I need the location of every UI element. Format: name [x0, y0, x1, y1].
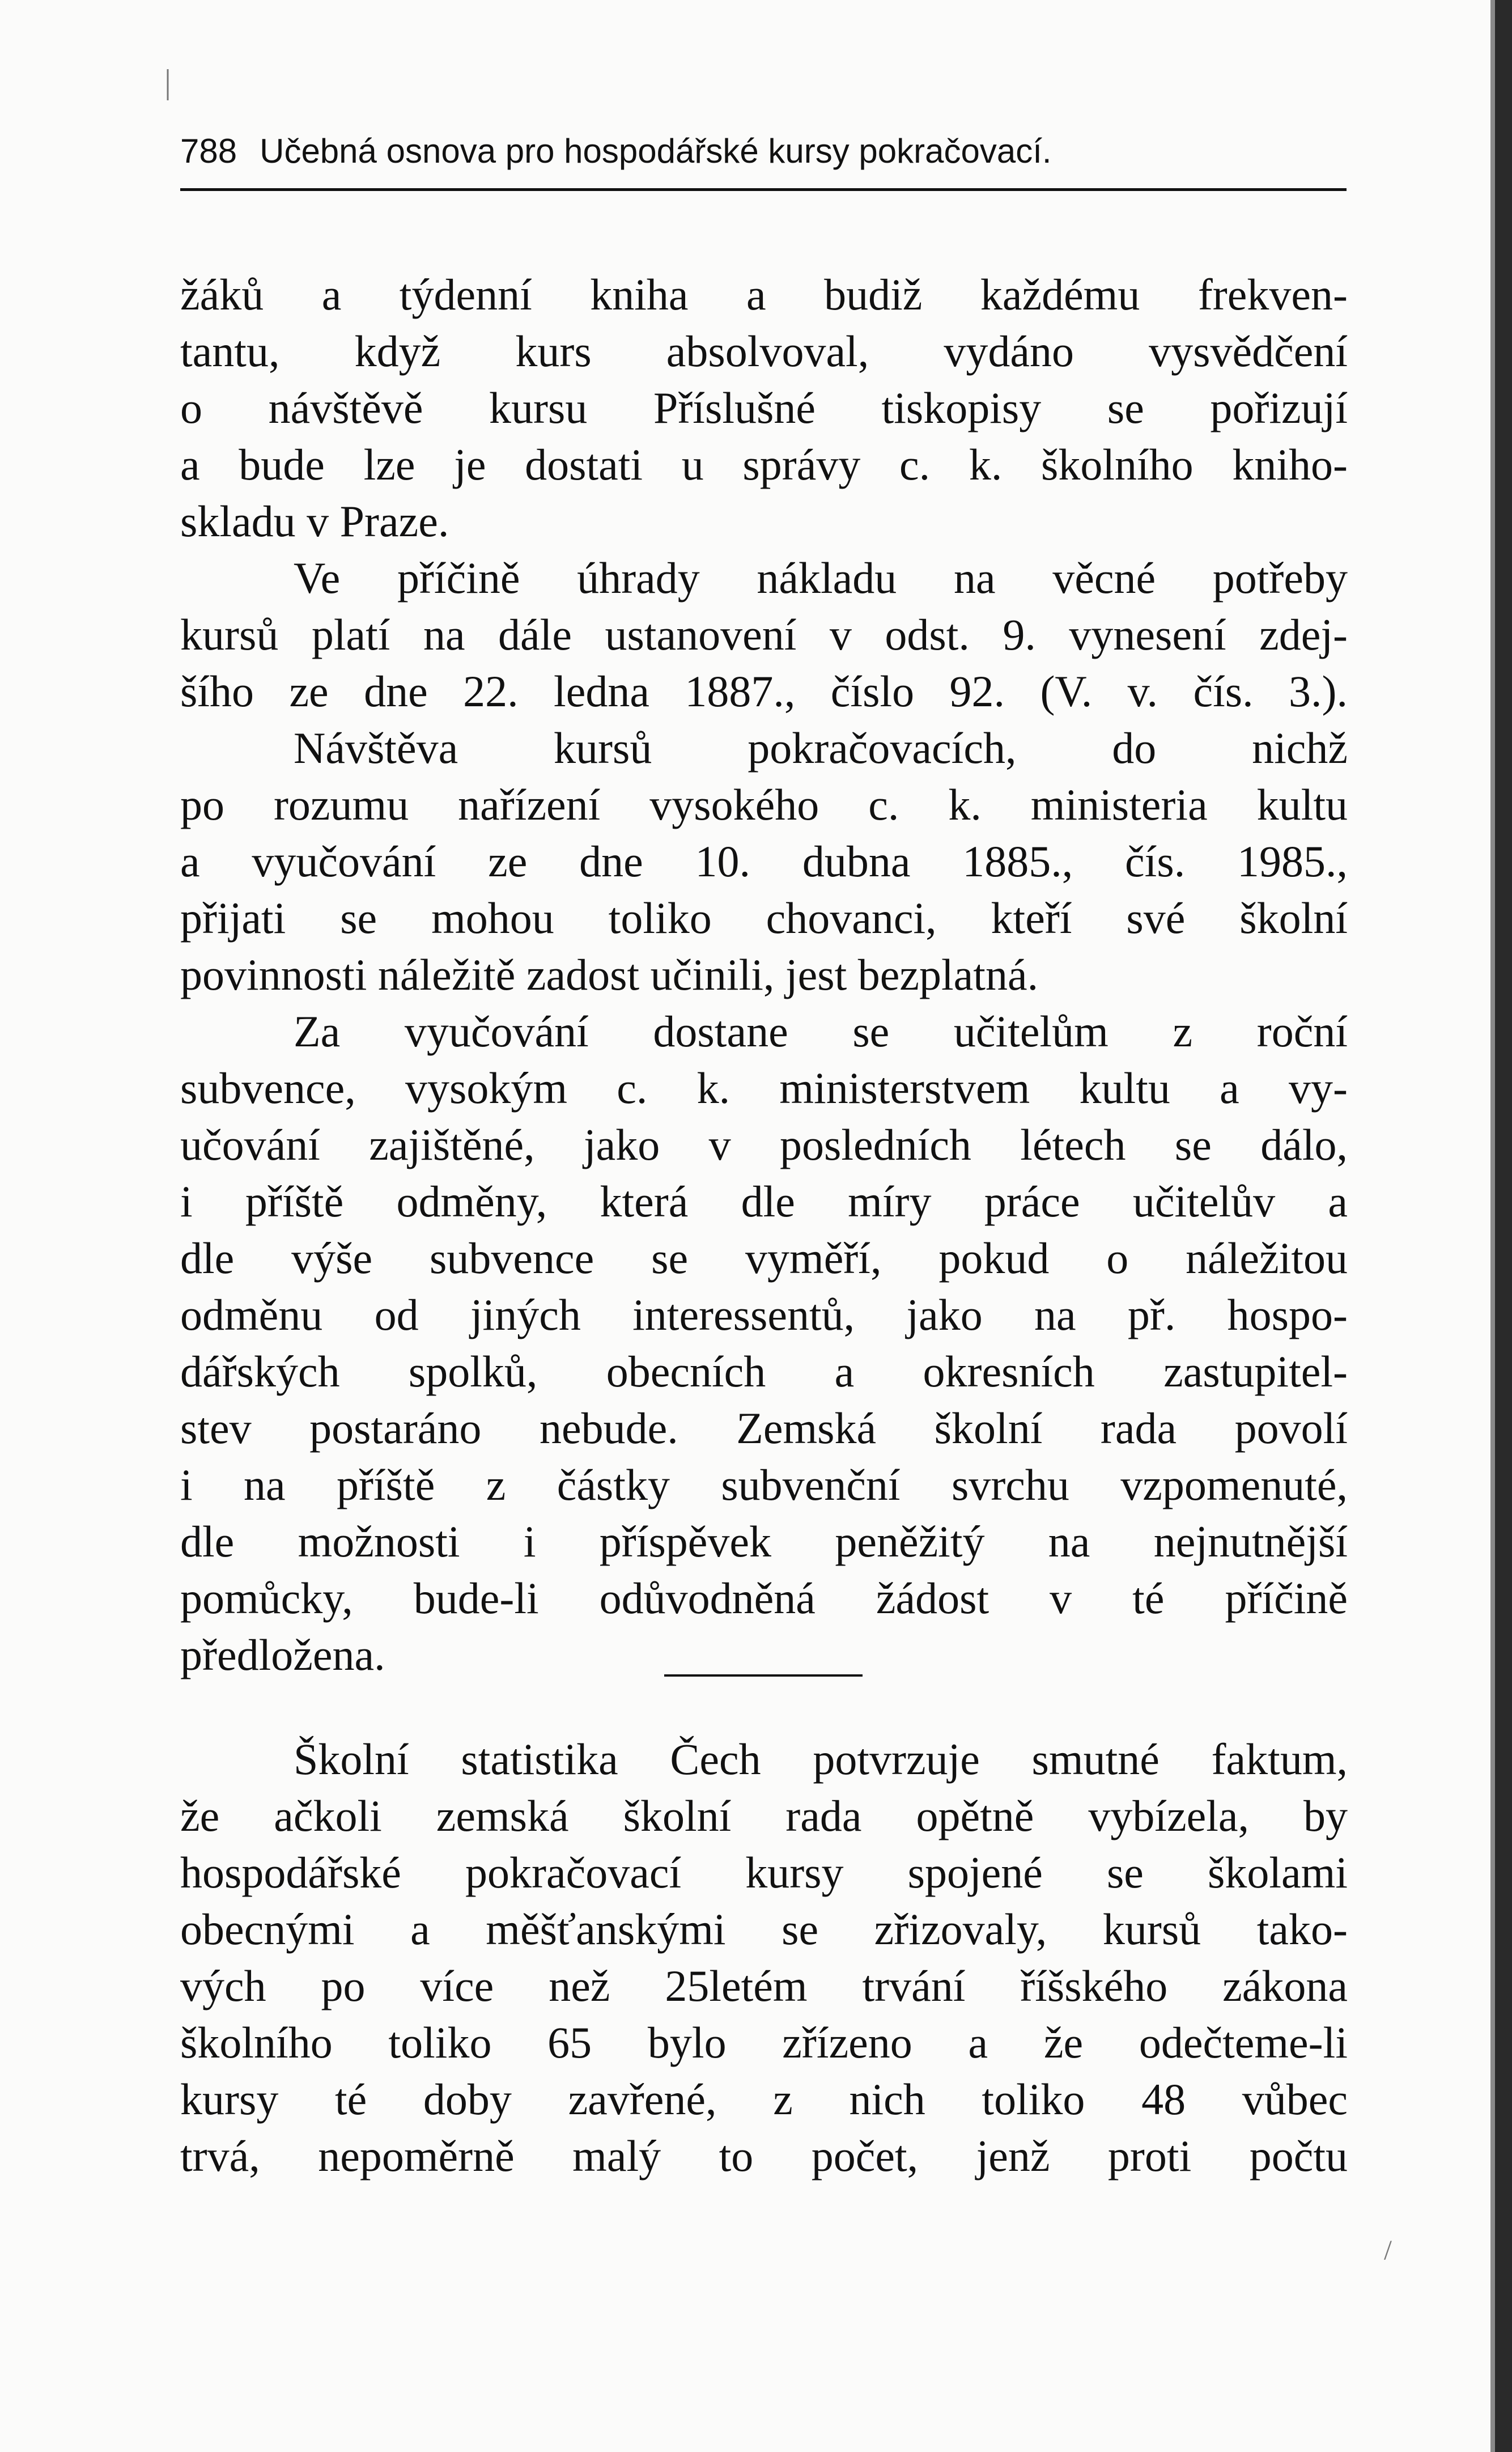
- text-line: tantu, když kurs absolvoval, vydáno vysvědčení: [180, 326, 1348, 376]
- text-line: skladu v Praze.: [180, 497, 449, 546]
- header-rule: [180, 188, 1347, 191]
- text-line: dle výše subvence se vyměří, pokud o náležitou: [180, 1233, 1348, 1283]
- text-line: o návštěvě kursu Příslušné tiskopisy se pořizují: [180, 383, 1348, 432]
- text-line: Návštěva kursů pokračovacích, do nichž: [294, 723, 1348, 773]
- text-line: šího ze dne 22. ledna 1887., číslo 92. (V. v. čís. 3.).: [180, 667, 1348, 716]
- text-line: dle možnosti i příspěvek peněžitý na nejnutnější: [180, 1517, 1348, 1566]
- margin-scratch-mark: |: [164, 63, 172, 100]
- text-line: Ve příčině úhrady nákladu na věcné potřeby: [294, 553, 1348, 603]
- text-line: trvá, nepoměrně malý to počet, jenž proti počtu: [180, 2131, 1348, 2181]
- text-line: i příště odměny, která dle míry práce učitelův a: [180, 1177, 1348, 1226]
- section-divider: [664, 1674, 863, 1677]
- page-edge-shadow: [1490, 0, 1495, 2452]
- text-line: a vyučování ze dne 10. dubna 1885., čís. 1985.,: [180, 837, 1348, 886]
- text-line: povinnosti náležitě zadost učinili, jest bezplatná.: [180, 950, 1039, 999]
- text-line: že ačkoli zemská školní rada opětně vybízela, by: [180, 1791, 1348, 1840]
- text-line: dářských spolků, obecních a okresních zastupitel-: [180, 1347, 1348, 1396]
- text-line: školního toliko 65 bylo zřízeno a že odečteme-li: [180, 2018, 1348, 2067]
- body-text-bottom: [180, 1731, 1348, 2184]
- text-line: stev postaráno nebude. Zemská školní rada povolí: [180, 1403, 1348, 1453]
- page-number: 788: [180, 132, 237, 170]
- text-line: hospodářské pokračovací kursy spojené se školami: [180, 1848, 1348, 1897]
- text-line: a bude lze je dostati u správy c. k. školního kniho-: [180, 440, 1348, 489]
- text-line: předložena.: [180, 1630, 385, 1679]
- text-line: kursů platí na dále ustanovení v odst. 9. vynesení zdej-: [180, 610, 1348, 659]
- text-line: kursy té doby zavřené, z nich toliko 48 vůbec: [180, 2075, 1348, 2124]
- text-line: žáků a týdenní kniha a budiž každému frekven-: [180, 270, 1348, 319]
- running-header: [180, 131, 1348, 177]
- text-line: po rozumu nařízení vysokého c. k. ministeria kultu: [180, 780, 1348, 829]
- text-line: Školní statistika Čech potvrzuje smutné faktum,: [294, 1734, 1348, 1784]
- text-line: obecnými a měšťanskými se zřizovaly, kursů tako-: [180, 1904, 1348, 1954]
- margin-pencil-mark: /: [1384, 2234, 1392, 2266]
- text-line: pomůcky, bude-li odůvodněná žádost v té příčině: [180, 1573, 1348, 1623]
- text-line: subvence, vysokým c. k. ministerstvem kultu a vy-: [180, 1063, 1348, 1113]
- text-line: učování zajištěné, jako v posledních létech se dálo,: [180, 1120, 1348, 1169]
- running-title: Učebná osnova pro hospodářské kursy pokračovací.: [260, 132, 1052, 170]
- text-line: Za vyučování dostane se učitelům z roční: [294, 1007, 1348, 1056]
- book-binding-edge: [1495, 0, 1512, 2452]
- text-line: odměnu od jiných interessentů, jako na př. hospo-: [180, 1290, 1348, 1339]
- text-line: přijati se mohou toliko chovanci, kteří své školní: [180, 893, 1348, 943]
- text-line: vých po více než 25letém trvání říšského zákona: [180, 1961, 1348, 2010]
- body-text-top: [180, 266, 1348, 1683]
- text-line: i na příště z částky subvenční svrchu vzpomenuté,: [180, 1460, 1348, 1509]
